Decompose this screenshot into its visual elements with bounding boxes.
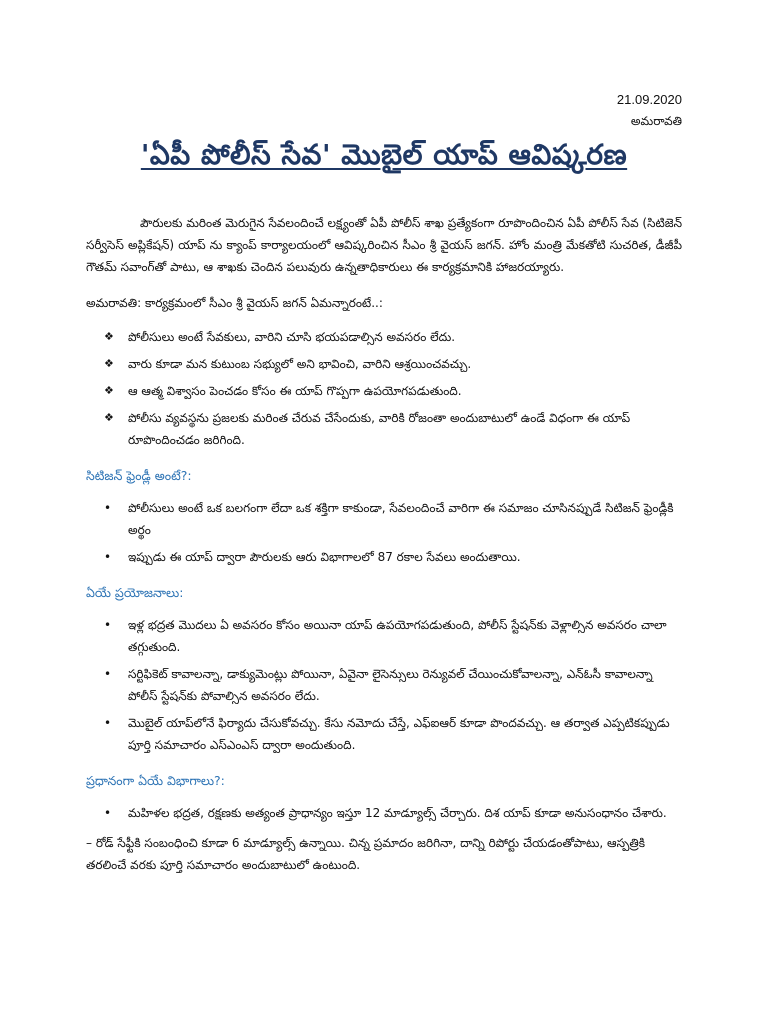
closing-paragraph: – రోడ్ సేఫ్టీకి సంబంధించి కూడా 6 మాడ్యూల్స్ ఉన్నాయి. చిన్న ప్రమాదం జరిగినా, దాన్ని రిపోర్టు చేయడంతోపాటు, ఆస్పత్రికి తరలించే వరకు పూర్తి సమాచారం అందుబాటులో ఉంటుంది. xyxy=(86,836,645,872)
diamond-bullet-icon: ❖ xyxy=(104,357,114,370)
list-item-text: ఆ ఆత్మ విశ్వాసం పెంచడం కోసం ఈ యాప్ గొప్పగా ఉపయోగపడుతుంది. xyxy=(128,384,462,398)
page-title: 'ఏపీ పోలీస్ సేవ' మొబైల్ యాప్ ఆవిష్కరణ xyxy=(140,138,628,171)
list-item-text: పోలీసు వ్యవస్థను ప్రజలకు మరింత చేరువ చేసేందుకు, వారికి రోజంతా అందుబాటులో ఉండే విధంగా ఈ యాప్ రూపొందించడం జరిగింది. xyxy=(128,411,631,447)
list-item-text: మహిళల భద్రత, రక్షణకు అత్యంత ప్రాధాన్యం ఇస్తూ 12 మాడ్యూల్స్ చేర్చారు. దిశ యాప్ కూడా అనుసంధానం చేశారు. xyxy=(128,806,667,820)
section3-list xyxy=(86,614,682,756)
section1-list xyxy=(86,326,682,451)
dot-bullet-icon: • xyxy=(104,501,112,515)
section3-heading: ఏయే ప్రయోజనాలు: xyxy=(86,585,184,600)
list-item-text: వారు కూడా మన కుటుంబ సభ్యులో అని భావించి, వారిని ఆశ్రయించవచ్చు. xyxy=(128,357,472,371)
diamond-bullet-icon: ❖ xyxy=(104,330,114,343)
list-item-text: ఇళ్ల భద్రత మొదలు ఏ అవసరం కోసం అయినా యాప్ ఉపయోగపడుతుంది, పోలీస్ స్టేషన్‌కు వెళ్లాల్సిన అవసరం చాలా తగ్గుతుంది. xyxy=(128,618,667,654)
diamond-bullet-icon: ❖ xyxy=(104,411,114,424)
dot-bullet-icon: • xyxy=(104,550,112,564)
section4-list xyxy=(86,802,682,824)
dot-bullet-icon: • xyxy=(104,806,112,820)
release-date: 21.09.2020 xyxy=(616,92,682,107)
list-item xyxy=(86,546,682,568)
diamond-bullet-icon: ❖ xyxy=(104,384,114,397)
intro-paragraph: పౌరులకు మరింత మెరుగైన సేవలందించే లక్ష్యంతో ఏపీ పోలీస్ శాఖ ప్రత్యేకంగా రూపొందించిన ఏపీ పోలీస్ సేవ (సిటిజెన్ సర్వీసెస్ అప్లికేషన్) యాప్ ను క్యాంప్ కార్యాలయంలో ఆవిష్కరించిన సీఎం శ్రీ వైయస్ జగన్. హోం మంత్రి మేకతోటి సుచరిత, డీజీపీ గౌతమ్ సవాంగ్‌తో పాటు, ఆ శాఖకు చెందిన పలువురు ఉన్నతాధికారులు ఈ కార్యక్రమానికి హాజరయ్యారు. xyxy=(86,216,682,274)
list-item xyxy=(86,712,682,756)
list-item xyxy=(86,353,682,375)
section4-heading: ప్రధానంగా ఏయే విభాగాలు?: xyxy=(86,773,225,788)
list-item-text: సర్టిఫికెట్ కావాలన్నా, డాక్యుమెంట్లు పోయినా, ఏవైనా లైసెన్సులు రెన్యువల్ చేయించుకోవాలన్నా, ఎన్ఓసీ కావాలన్నా పోలీస్ స్టేషన్‌కు పోవాల్సిన అవసరం లేదు. xyxy=(128,667,653,703)
list-item-text: పోలీసులు అంటే ఒక బలగంగా లేదా ఒక శక్తిగా కాకుండా, సేవలందించే వారిగా ఈ సమాజం చూసినప్పుడే సిటిజన్ ఫ్రెండ్లీకి అర్థం xyxy=(128,501,674,537)
dot-bullet-icon: • xyxy=(104,716,112,730)
dot-bullet-icon: • xyxy=(104,618,112,632)
section2-heading: సిటిజన్ ఫ్రెండ్లీ అంటే?: xyxy=(86,468,192,483)
list-item-text: మొబైల్ యాప్‌లోనే ఫిర్యాదు చేసుకోవచ్చు. కేసు నమోదు చేస్తే, ఎఫ్ఐఆర్ కూడా పొందవచ్చు. ఆ తర్వాత ఎప్పటికప్పుడు పూర్తి సమాచారం ఎస్ఎంఎస్ ద్వారా అందుతుంది. xyxy=(128,716,670,752)
dot-bullet-icon: • xyxy=(104,667,112,681)
list-item xyxy=(86,380,682,402)
list-item xyxy=(86,326,682,348)
list-item-text: ఇప్పుడు ఈ యాప్ ద్వారా పౌరులకు ఆరు విభాగాలలో 87 రకాల సేవలు అందుతాయి. xyxy=(128,550,521,564)
lead-line: అమరావతి: కార్యక్రమంలో సీఎం శ్రీ వైయస్ జగన్ ఏమన్నారంటే..: xyxy=(86,296,383,310)
section2-list xyxy=(86,497,682,568)
list-item xyxy=(86,614,682,658)
document-body xyxy=(86,212,682,888)
release-place: అమరావతి xyxy=(630,114,682,128)
list-item xyxy=(86,407,682,451)
list-item-text: పోలీసులు అంటే సేవకులు, వారిని చూసి భయపడాల్సిన అవసరం లేదు. xyxy=(128,330,456,344)
list-item xyxy=(86,663,682,707)
list-item xyxy=(86,497,682,541)
list-item xyxy=(86,802,682,824)
